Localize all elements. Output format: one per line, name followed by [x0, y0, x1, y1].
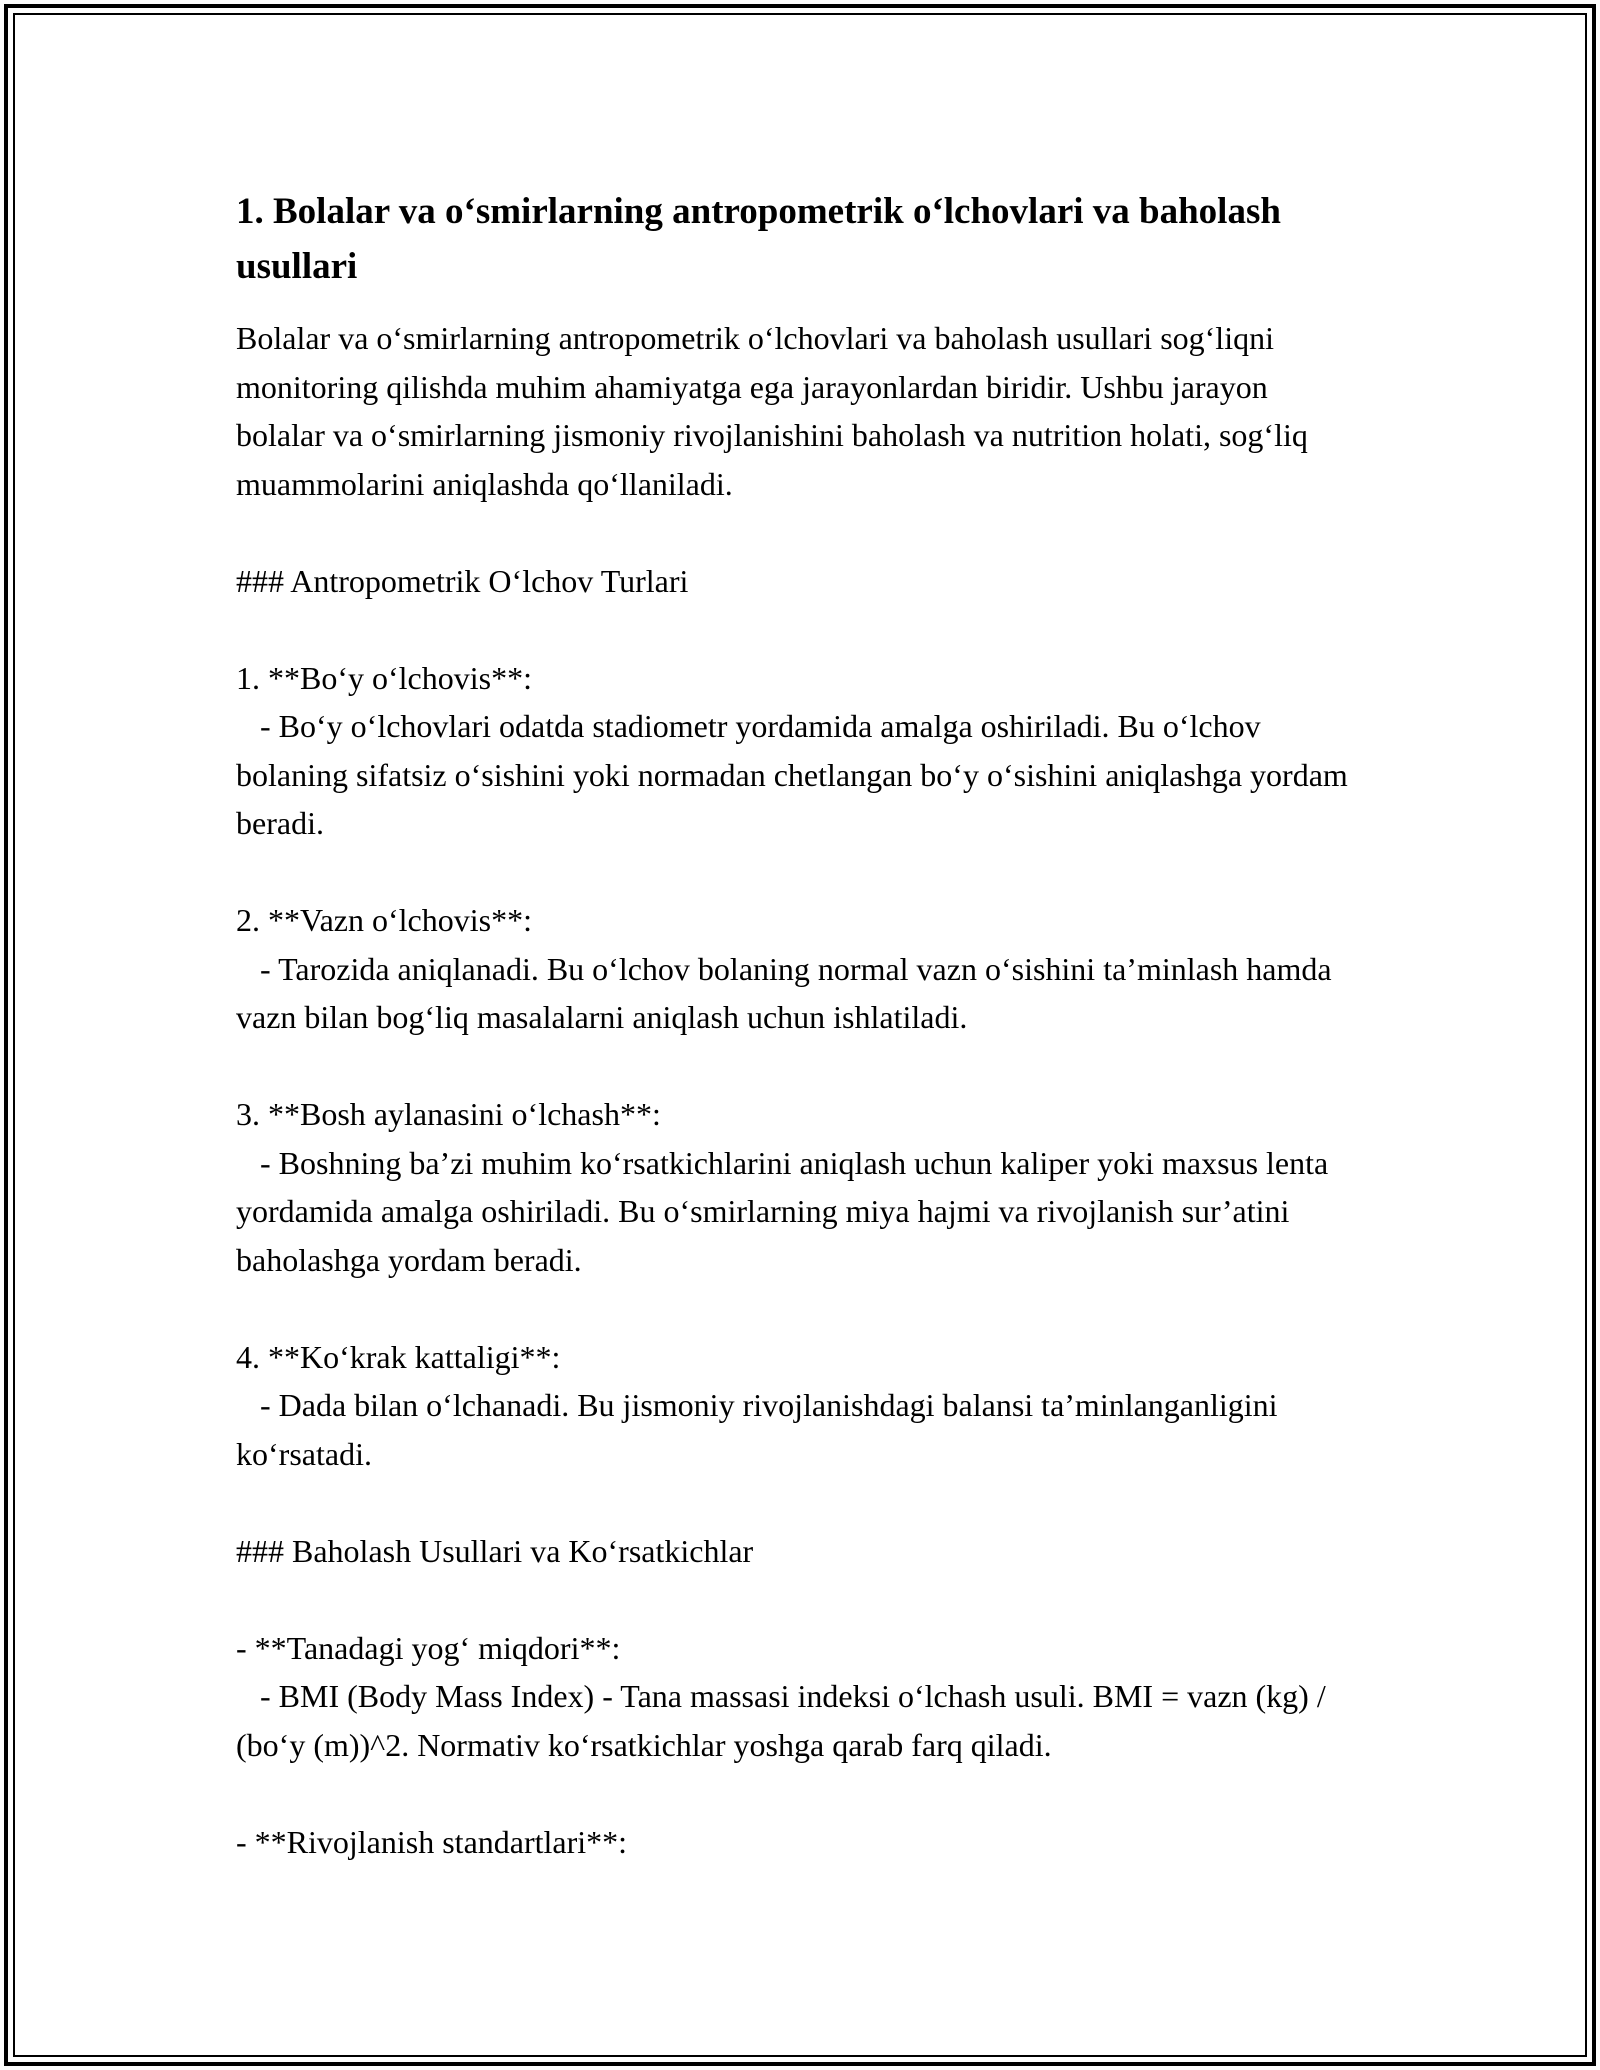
section-heading-measurement-types: ### Antropometrik O‘lchov Turlari	[236, 562, 689, 599]
spacer	[236, 508, 1364, 557]
list-item-title: - **Tanadagi yog‘ miqdori**:	[236, 1629, 621, 1666]
spacer	[236, 605, 1364, 654]
intro-paragraph: Bolalar va o‘smirlarning antropometrik o‘lchovlari va baholash usullari sog‘liqni monitoring qilishda muhim ahamiyatga ega jarayonlardan biridir. Ushbu jarayon bolalar va o‘smirlarning jismoniy rivojlanishini baholash va nutrition holati, sog‘liq muammolarini aniqlashda qo‘llaniladi.	[236, 320, 1316, 502]
list-item-title: 1. **Bo‘y o‘lchovis**:	[236, 659, 532, 696]
list-item-body: - Boshning ba’zi muhim ko‘rsatkichlarini aniqlash uchun kaliper yoki maxsus lenta yordamida amalga oshiriladi. Bu o‘smirlarning miya hajmi va rivojlanish sur’atini baholashga yordam beradi.	[236, 1144, 1337, 1278]
list-item-title: 2. **Vazn o‘lchovis**:	[236, 902, 532, 938]
spacer	[236, 1575, 1364, 1624]
section-heading-assessment-methods: ### Baholash Usullari va Ko‘rsatkichlar	[236, 1532, 754, 1569]
list-item-title: 4. **Ko‘krak kattaligi**:	[236, 1338, 561, 1375]
spacer	[236, 1042, 1364, 1091]
list-item-title: 3. **Bosh aylanasini o‘lchash**:	[236, 1096, 661, 1132]
spacer	[236, 1284, 1364, 1333]
list-item-body: - Bo‘y o‘lchovlari odatda stadiometr yordamida amalga oshiriladi. Bu o‘lchov bolaning sifatsiz o‘sishini yoki normadan chetlangan bo‘y o‘sishini aniqlashga yordam beradi.	[236, 708, 1356, 841]
list-item-body: - Tarozida aniqlanadi. Bu o‘lchov bolaning normal vazn o‘sishini ta’minlash hamda vazn bilan bog‘liq masalalarni aniqlash uchun ishlatiladi.	[236, 950, 1340, 1035]
document-page	[236, 184, 1364, 1866]
list-item-title: - **Rivojlanish standartlari**:	[236, 1823, 628, 1860]
spacer	[236, 1478, 1364, 1527]
document-title: 1. Bolalar va o‘smirlarning antropometrik o‘lchovlari va baholash usullari	[236, 191, 1281, 287]
list-item-body: - BMI (Body Mass Index) - Tana massasi indeksi o‘lchash usuli. BMI = vazn (kg) / (bo‘y (m))^2. Normativ ko‘rsatkichlar yoshga qarab farq qiladi.	[236, 1678, 1334, 1763]
spacer	[236, 848, 1364, 897]
spacer	[236, 1769, 1364, 1818]
list-item-body: - Dada bilan o‘lchanadi. Bu jismoniy rivojlanishdagi balansi ta’minlanganligini ko‘rsatadi.	[236, 1387, 1286, 1472]
